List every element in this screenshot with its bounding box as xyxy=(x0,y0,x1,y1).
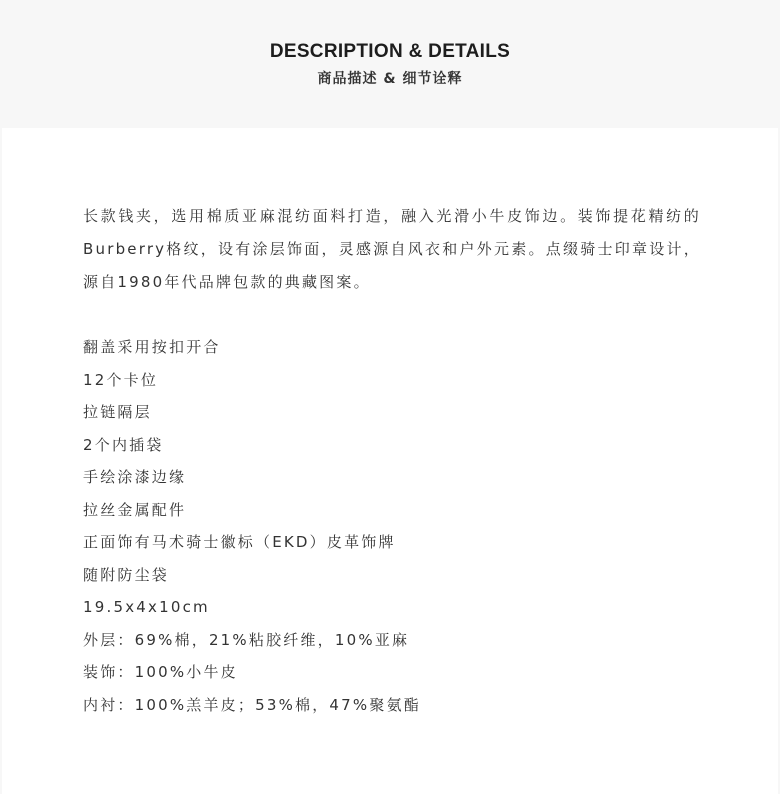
detail-item: 随附防尘袋 xyxy=(83,565,170,584)
detail-item: 2个内插袋 xyxy=(83,435,164,454)
detail-item: 手绘涂漆边缘 xyxy=(83,468,187,486)
detail-item: 19.5x4x10cm xyxy=(83,598,210,616)
detail-item: 12个卡位 xyxy=(83,370,159,389)
detail-item: 正面饰有马术骑士徽标（EKD）皮革饰牌 xyxy=(83,533,396,551)
product-details-list xyxy=(83,331,421,721)
section-subtitle: 商品描述 & 细节诠释 xyxy=(317,71,463,87)
detail-item: 拉链隔层 xyxy=(83,403,152,421)
detail-item: 拉丝金属配件 xyxy=(83,500,187,519)
detail-item: 内衬：100%羔羊皮；53%棉，47%聚氨酯 xyxy=(83,695,421,714)
detail-item: 外层：69%棉，21%粘胶纤维，10%亚麻 xyxy=(83,630,410,649)
section-title: DESCRIPTION & DETAILS xyxy=(269,41,511,62)
content-panel xyxy=(2,128,778,794)
detail-item: 翻盖采用按扣开合 xyxy=(83,338,221,356)
product-description: 长款钱夹，选用棉质亚麻混纺面料打造，融入光滑小牛皮饰边。装饰提花精纺的Burberry格纹，设有涂层饰面，灵感源自风衣和户外元素。点缀骑士印章设计，源自1980年代品牌包款的典藏图案。 xyxy=(83,207,701,291)
detail-item: 装饰：100%小牛皮 xyxy=(83,663,238,681)
section-header xyxy=(0,0,780,128)
